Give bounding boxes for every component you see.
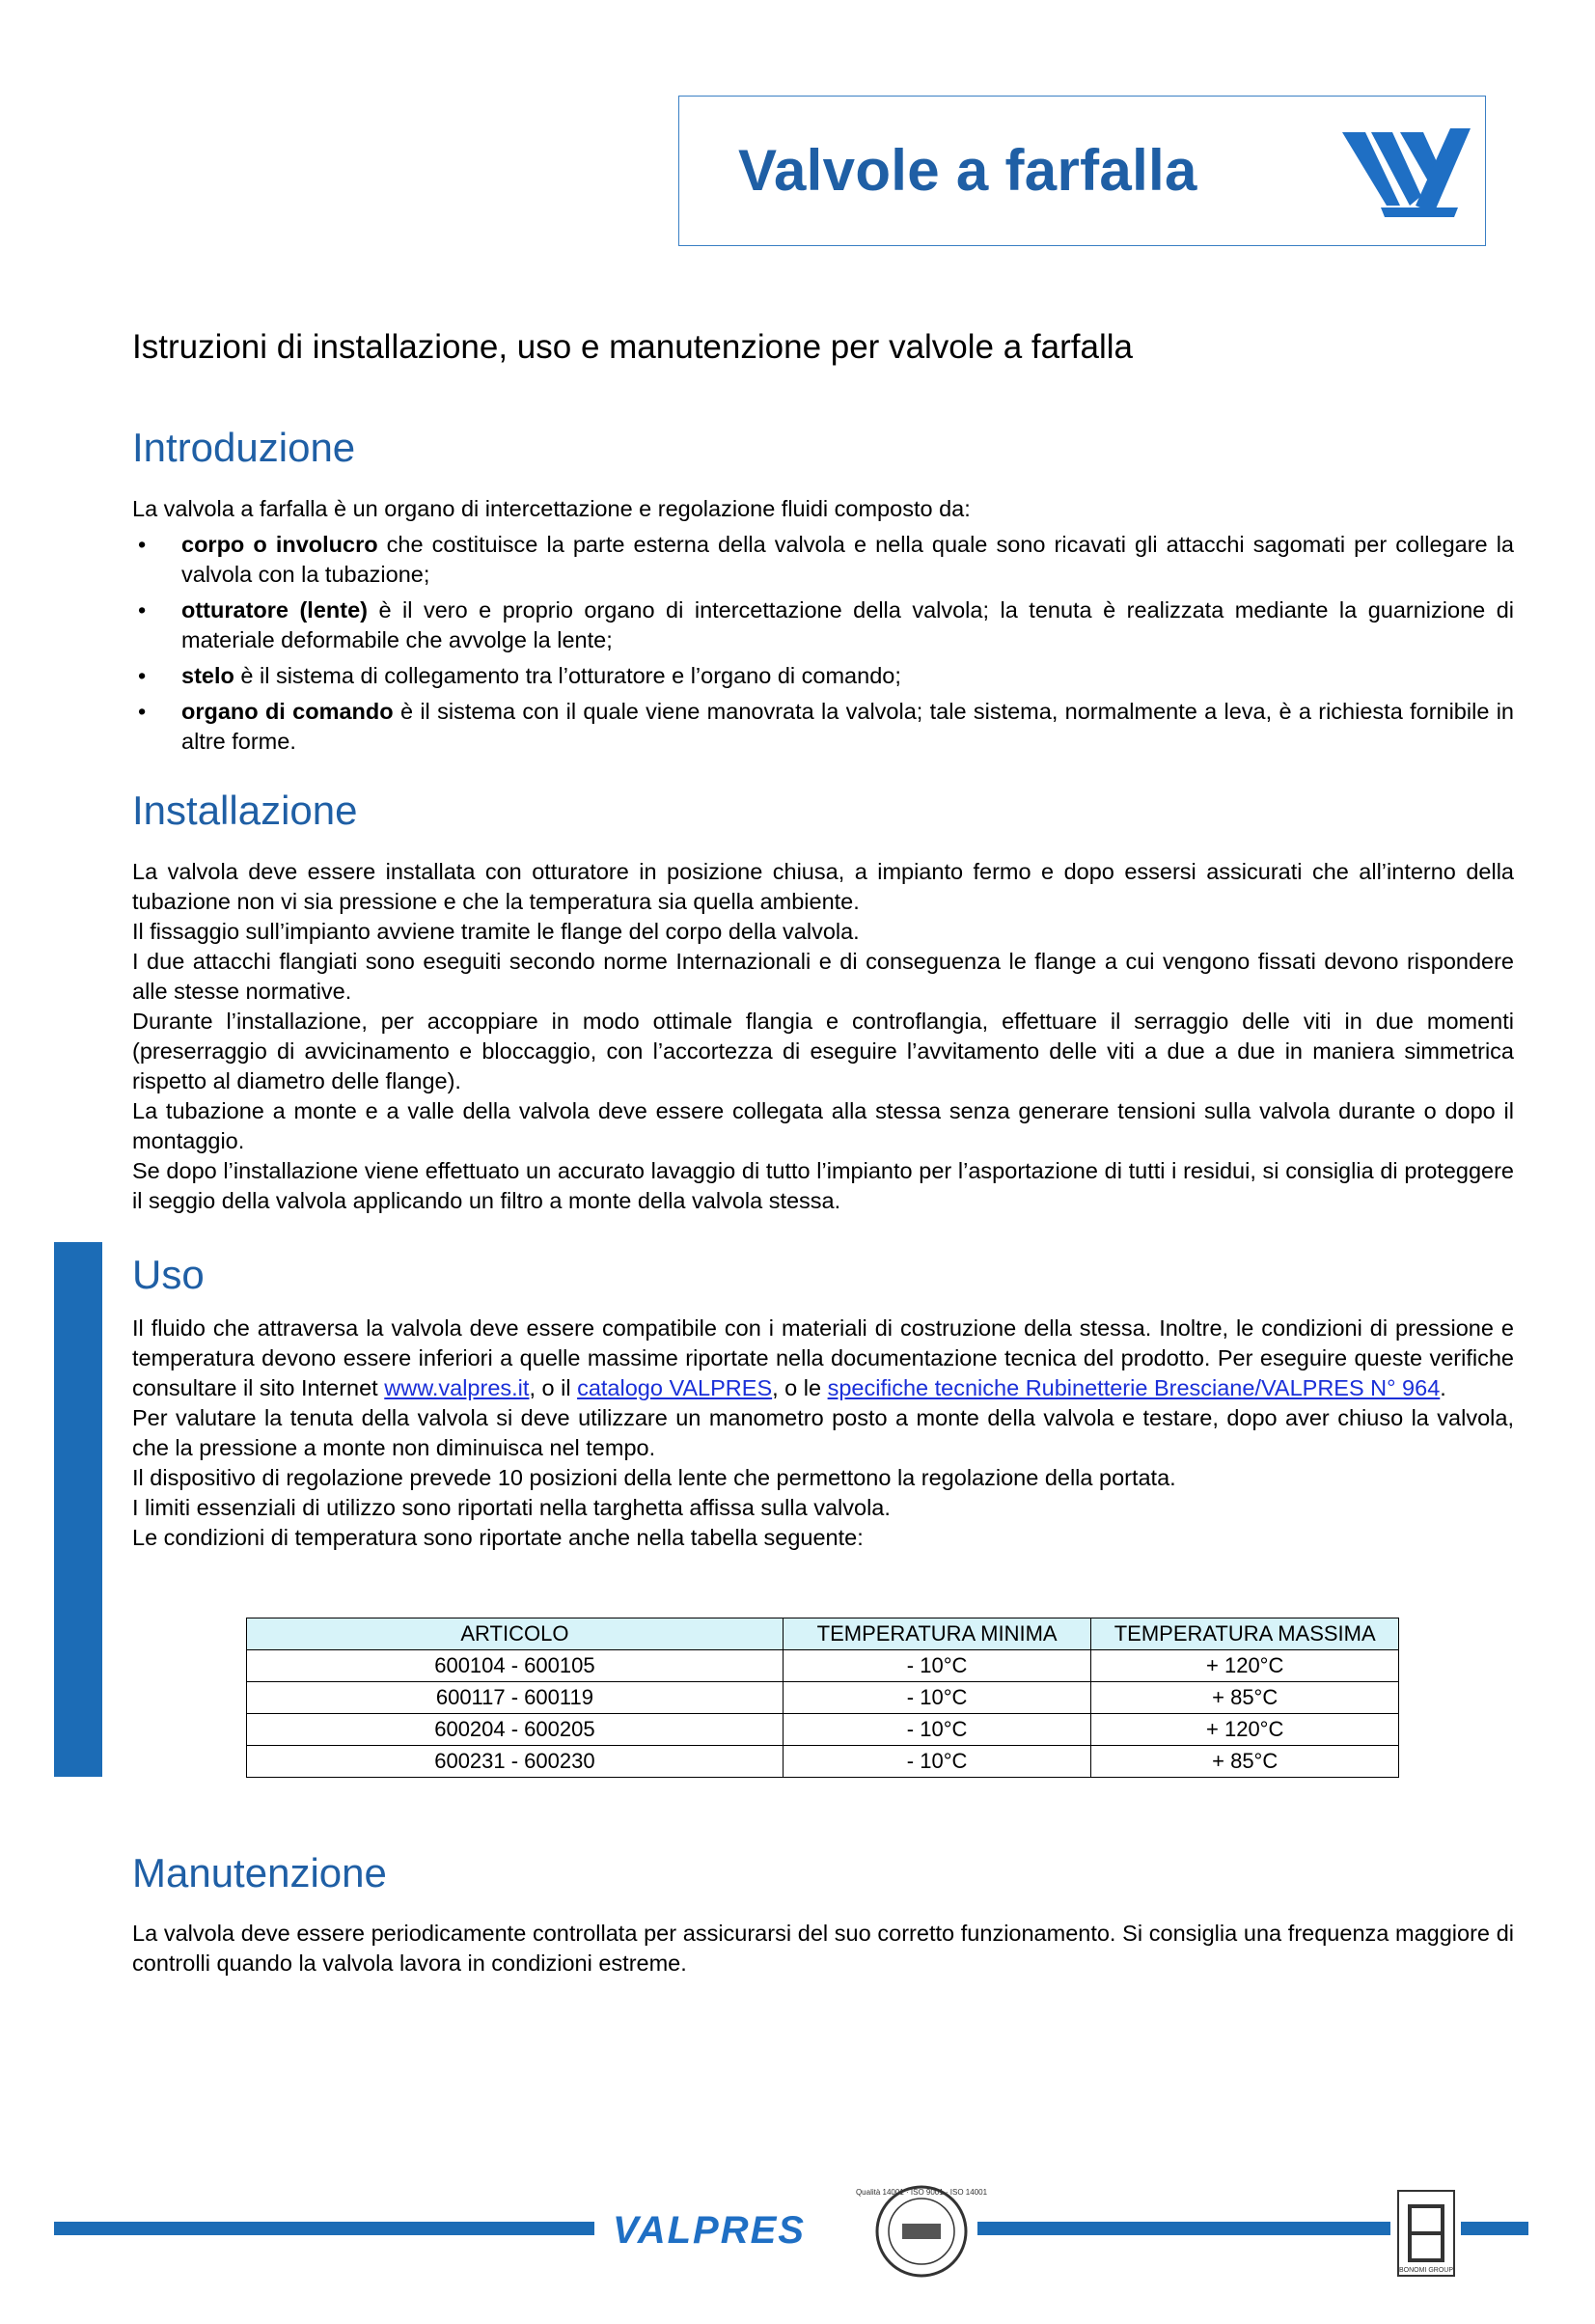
text-end: .: [1440, 1375, 1446, 1400]
group-label: BONOMI GROUP: [1398, 2267, 1454, 2274]
list-item-term: organo di comando: [181, 699, 394, 724]
bonomi-group-logo: [1396, 2189, 1456, 2278]
paragraph: Durante l’installazione, per accoppiare in modo ottimale flangia e controflangia, effettuare il serraggio delle viti in due momenti (preserraggio di avvicinamento e bloccaggio, con l’accortezza di eseguire l’avvitamento delle viti a due a due in maniera simmetrica rispetto al diametro delle flange).: [132, 1009, 1514, 1093]
specs-link[interactable]: specifiche tecniche Rubinetterie Bresciane/VALPRES N° 964: [827, 1375, 1441, 1400]
table-cell: - 10°C: [783, 1682, 1091, 1714]
text-separator: , o le: [772, 1375, 828, 1400]
header-box: [678, 96, 1486, 246]
paragraph: Per valutare la tenuta della valvola si deve utilizzare un manometro posto a monte della valvola e testare, dopo aver chiuso la valvola, che la pressione a monte non diminuisca nel tempo.: [132, 1405, 1514, 1460]
heading-uso: Uso: [132, 1252, 205, 1297]
list-item-text: è il sistema con il quale viene manovrata la valvola; tale sistema, normalmente a leva, è a richiesta fornibile in altre forme.: [181, 699, 1514, 754]
bullet-icon: •: [138, 699, 147, 724]
heading-introduzione: Introduzione: [132, 425, 356, 470]
column-header: TEMPERATURA MASSIMA: [1091, 1618, 1399, 1650]
valpres-logo-icon: [1342, 128, 1471, 218]
paragraph: I limiti essenziali di utilizzo sono riportati nella targhetta affissa sulla valvola.: [132, 1495, 891, 1520]
left-accent-bar: [54, 1242, 102, 1777]
list-item-term: stelo: [181, 663, 234, 688]
paragraph: La tubazione a monte e a valle della valvola deve essere collegata alla stessa senza generare tensioni sulla valvola durante o dopo il montaggio.: [132, 1098, 1514, 1153]
heading-manutenzione: Manutenzione: [132, 1850, 387, 1895]
bullet-icon: •: [138, 532, 147, 557]
intro-lead: La valvola a farfalla è un organo di intercettazione e regolazione fluidi composto da:: [132, 496, 971, 521]
table-cell: - 10°C: [783, 1714, 1091, 1746]
table-row: [247, 1746, 1399, 1778]
table-cell: 600104 - 600105: [247, 1650, 784, 1682]
manutenzione-text: La valvola deve essere periodicamente controllata per assicurarsi del suo corretto funzionamento. Si consiglia una frequenza maggiore di controlli quando la valvola lavora in condizioni estreme.: [132, 1921, 1514, 1976]
list-item-term: corpo o involucro: [181, 532, 378, 557]
valpres-site-link[interactable]: www.valpres.it: [384, 1375, 530, 1400]
heading-installazione: Installazione: [132, 788, 358, 833]
table-cell: + 120°C: [1091, 1714, 1399, 1746]
paragraph: Il dispositivo di regolazione prevede 10 posizioni della lente che permettono la regolazione della portata.: [132, 1465, 1176, 1490]
list-item-text: che costituisce la parte esterna della valvola e nella quale sono ricavati gli attacchi sagomati per collegare la valvola con la tubazione;: [181, 532, 1514, 587]
uso-text: [132, 1314, 1514, 1553]
table-row: [247, 1650, 1399, 1682]
table-header-row: [247, 1618, 1399, 1650]
valpres-wordmark-logo: [611, 2209, 852, 2252]
temperature-table: [246, 1618, 1399, 1778]
table-cell: 600117 - 600119: [247, 1682, 784, 1714]
table-row: [247, 1714, 1399, 1746]
paragraph: La valvola deve essere installata con otturatore in posizione chiusa, a impianto fermo e dopo essersi assicurati che all’interno della tubazione non vi sia pressione e che la temperatura sia quella ambiente.: [132, 859, 1514, 914]
footer-rule-far: [1461, 2222, 1528, 2235]
header-title: Valvole a farfalla: [738, 138, 1197, 203]
list-item: [132, 661, 1514, 691]
uso-intro-text: Il fluido che attraversa la valvola deve essere compatibile con i materiali di costruzione della stessa. Inoltre, le condizioni di pressione e temperatura devono essere inferiori a quelle massime riportate nella documentazione tecnica del prodotto. Per eseguire queste verifiche consultare il sito Internet: [132, 1315, 1514, 1400]
certification-seal-icon: [855, 2183, 988, 2280]
list-item-text: è il vero e proprio organo di intercettazione della valvola; la tenuta è realizzata mediante la guarnizione di materiale deformabile che avvolge la lente;: [181, 597, 1514, 652]
paragraph: I due attacchi flangiati sono eseguiti secondo norme Internazionali e di conseguenza le flange a cui vengono fissati devono rispondere alle stesse normative.: [132, 949, 1514, 1004]
table-row: [247, 1682, 1399, 1714]
table-cell: 600204 - 600205: [247, 1714, 784, 1746]
brand-wordmark: VALPRES: [613, 2209, 806, 2252]
table-cell: + 120°C: [1091, 1650, 1399, 1682]
list-item-term: otturatore (lente): [181, 597, 368, 622]
table-cell: - 10°C: [783, 1650, 1091, 1682]
text-separator: , o il: [529, 1375, 578, 1400]
paragraph: Se dopo l’installazione viene effettuato un accurato lavaggio di tutto l’impianto per l’asportazione di tutti i residui, si consiglia di proteggere il seggio della valvola applicando un filtro a monte della valvola stessa.: [132, 1158, 1514, 1213]
list-item: [132, 530, 1514, 590]
bullet-icon: •: [138, 597, 147, 622]
table-cell: - 10°C: [783, 1746, 1091, 1778]
footer-rule-right: [977, 2222, 1390, 2235]
bullet-icon: •: [138, 663, 147, 688]
list-item-text: è il sistema di collegamento tra l’otturatore e l’organo di comando;: [234, 663, 901, 688]
table-cell: + 85°C: [1091, 1746, 1399, 1778]
cert-text: Qualità 14001 · ISO 9001 · ISO 14001: [855, 2188, 988, 2197]
catalog-link[interactable]: catalogo VALPRES: [577, 1375, 773, 1400]
document-title: Istruzioni di installazione, uso e manutenzione per valvole a farfalla: [132, 328, 1133, 366]
table-cell: 600231 - 600230: [247, 1746, 784, 1778]
paragraph: Le condizioni di temperatura sono riportate anche nella tabella seguente:: [132, 1525, 864, 1550]
table-cell: + 85°C: [1091, 1682, 1399, 1714]
paragraph: Il fissaggio sull’impianto avviene tramite le flange del corpo della valvola.: [132, 919, 860, 944]
footer-rule-left: [54, 2222, 594, 2235]
installazione-text: [132, 857, 1514, 1216]
list-item: [132, 595, 1514, 655]
component-list: [132, 530, 1514, 762]
column-header: ARTICOLO: [247, 1618, 784, 1650]
list-item: [132, 697, 1514, 757]
column-header: TEMPERATURA MINIMA: [783, 1618, 1091, 1650]
paragraph: [132, 1314, 1514, 1403]
